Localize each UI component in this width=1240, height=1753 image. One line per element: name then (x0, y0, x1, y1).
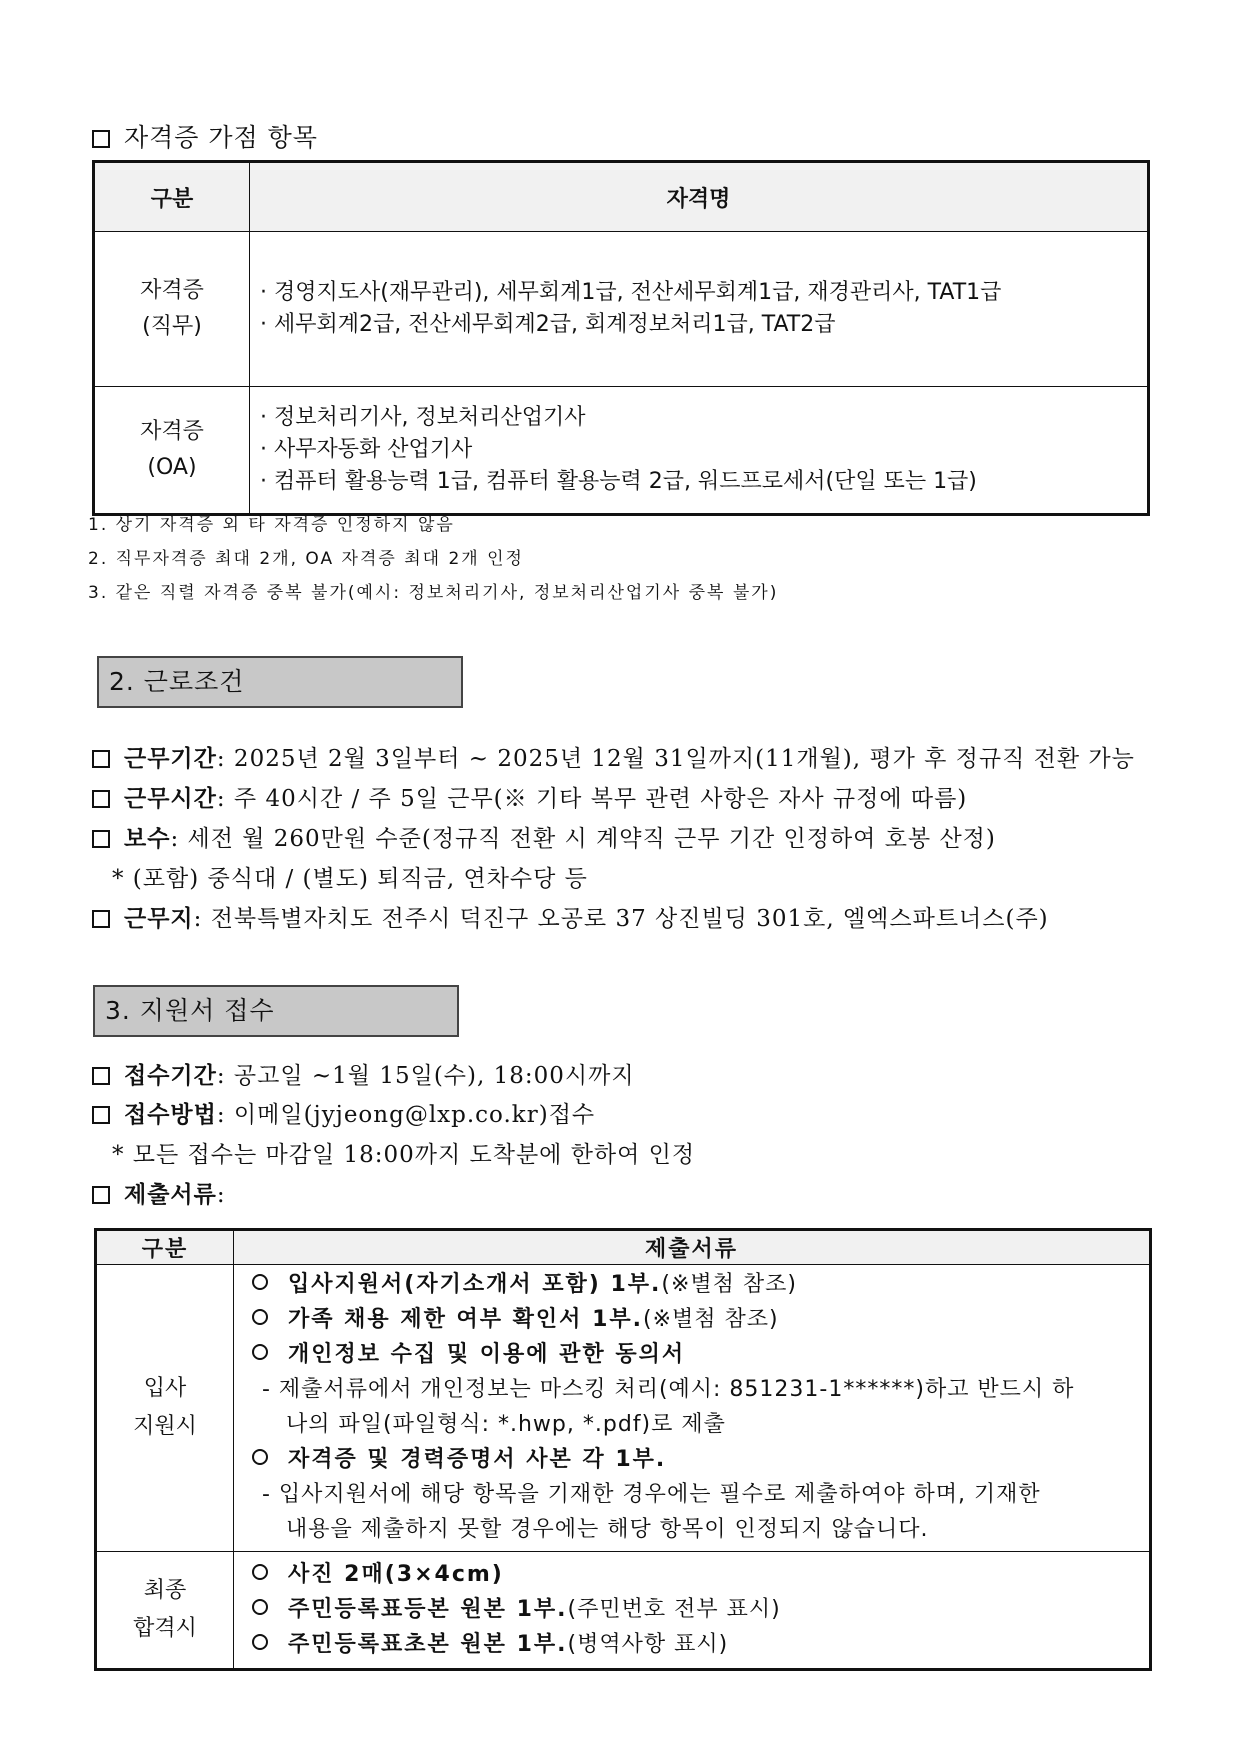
apply-method-note: * 모든 접수는 마감일 18:00까지 도착분에 한하여 인정 (112, 1142, 696, 1168)
header-cert-name: 자격명 (250, 162, 1149, 232)
work-period-line: 근무기간: 2025년 2월 3일부터 ~ 2025년 12월 31일까지(11개월), 평가 후 정규직 전환 가능 (92, 740, 1135, 773)
list-item-note: 내용을 제출하지 못할 경우에는 해당 항목이 인정되지 않습니다. (286, 1517, 929, 1542)
row-items (234, 1552, 1151, 1670)
list-item: · 컴퓨터 활용능력 1급, 컴퓨터 활용능력 2급, 워드프로세서(단일 또는 1급) (260, 469, 977, 494)
table-row (94, 387, 1149, 515)
list-item: 자격증 및 경력증명서 사본 각 1부. (248, 1442, 1149, 1477)
cert-note-2: 2. 직무자격증 최대 2개, OA 자격증 최대 2개 인정 (88, 549, 524, 569)
cert-section-title: 자격증 가점 항목 (92, 118, 318, 154)
pay-note: * (포함) 중식대 / (별도) 퇴직금, 연차수당 등 (112, 866, 588, 892)
circle-bullet-icon (252, 1449, 268, 1465)
header-category: 구분 (94, 162, 250, 232)
checkbox-square-icon (92, 1186, 110, 1204)
row-items (234, 1265, 1151, 1552)
checkbox-square-icon (92, 1067, 110, 1085)
circle-bullet-icon (252, 1634, 268, 1650)
table-header-row (94, 162, 1149, 232)
cert-table (92, 160, 1150, 516)
list-item: · 경영지도사(재무관리), 세무회계1급, 전산세무회계1급, 재경관리사, TAT1급 (260, 280, 1002, 305)
checkbox-square-icon (92, 910, 110, 928)
checkbox-square-icon (92, 1106, 110, 1124)
circle-bullet-icon (252, 1599, 268, 1615)
apply-method-line: 접수방법: 이메일(jyjeong@lxp.co.kr)접수 (92, 1096, 595, 1129)
table-row (96, 1552, 1151, 1670)
list-item-note: - 입사지원서에 해당 항목을 기재한 경우에는 필수로 제출하여야 하며, 기재한 (262, 1482, 1041, 1507)
table-row (96, 1265, 1151, 1552)
cert-note-3: 3. 같은 직렬 자격증 중복 불가(예시: 정보처리기사, 정보처리산업기사 중복 불가) (88, 583, 779, 603)
list-item: · 사무자동화 산업기사 (260, 437, 473, 462)
list-item: · 세무회계2급, 전산세무회계2급, 회계정보처리1급, TAT2급 (260, 312, 836, 337)
workplace-line: 근무지: 전북특별자치도 전주시 덕진구 오공로 37 상진빌딩 301호, 엘엑스파트너스(주) (92, 900, 1049, 933)
header-documents: 제출서류 (234, 1230, 1151, 1265)
list-item-note: - 제출서류에서 개인정보는 마스킹 처리(예시: 851231-1******)하고 반드시 하 (262, 1377, 1075, 1402)
section-2-heading: 2. 근로조건 (97, 656, 463, 708)
work-hours-line: 근무시간: 주 40시간 / 주 5일 근무(※ 기타 복무 관련 사항은 자사 규정에 따름) (92, 780, 967, 813)
section-3-heading: 3. 지원서 접수 (93, 985, 459, 1037)
documents-table (94, 1228, 1152, 1671)
circle-bullet-icon (252, 1344, 268, 1360)
list-item-note: 나의 파일(파일형식: *.hwp, *.pdf)로 제출 (286, 1412, 726, 1437)
list-item: 입사지원서(자기소개서 포함) 1부.(※별첨 참조) (248, 1267, 1149, 1302)
table-row (94, 232, 1149, 387)
list-item: 주민등록표등본 원본 1부.(주민번호 전부 표시) (248, 1592, 1149, 1627)
row-items (250, 387, 1149, 515)
row-items (250, 232, 1149, 387)
pay-line: 보수: 세전 월 260만원 수준(정규직 전환 시 계약직 근무 기간 인정하여 호봉 산정) (92, 820, 996, 853)
checkbox-square-icon (92, 750, 110, 768)
list-item: 가족 채용 제한 여부 확인서 1부.(※별첨 참조) (248, 1302, 1149, 1337)
list-item: 개인정보 수집 및 이용에 관한 동의서 (248, 1337, 1149, 1372)
circle-bullet-icon (252, 1274, 268, 1290)
row-category: 자격증 (OA) (94, 387, 250, 515)
row-category: 자격증 (직무) (94, 232, 250, 387)
circle-bullet-icon (252, 1309, 268, 1325)
circle-bullet-icon (252, 1564, 268, 1580)
docs-line: 제출서류: (92, 1176, 226, 1209)
checkbox-square-icon (92, 790, 110, 808)
checkbox-square-icon (92, 130, 110, 148)
row-category: 입사 지원시 (96, 1265, 234, 1552)
checkbox-square-icon (92, 830, 110, 848)
list-item: 사진 2매(3×4cm) (248, 1557, 1149, 1592)
row-category: 최종 합격시 (96, 1552, 234, 1670)
table-header-row (96, 1230, 1151, 1265)
apply-period-line: 접수기간: 공고일 ~1월 15일(수), 18:00시까지 (92, 1057, 635, 1090)
header-category: 구분 (96, 1230, 234, 1265)
list-item: 주민등록표초본 원본 1부.(병역사항 표시) (248, 1627, 1149, 1662)
cert-note-1: 1. 상기 자격증 외 타 자격증 인정하지 않음 (88, 515, 455, 535)
list-item: · 정보처리기사, 정보처리산업기사 (260, 405, 586, 430)
